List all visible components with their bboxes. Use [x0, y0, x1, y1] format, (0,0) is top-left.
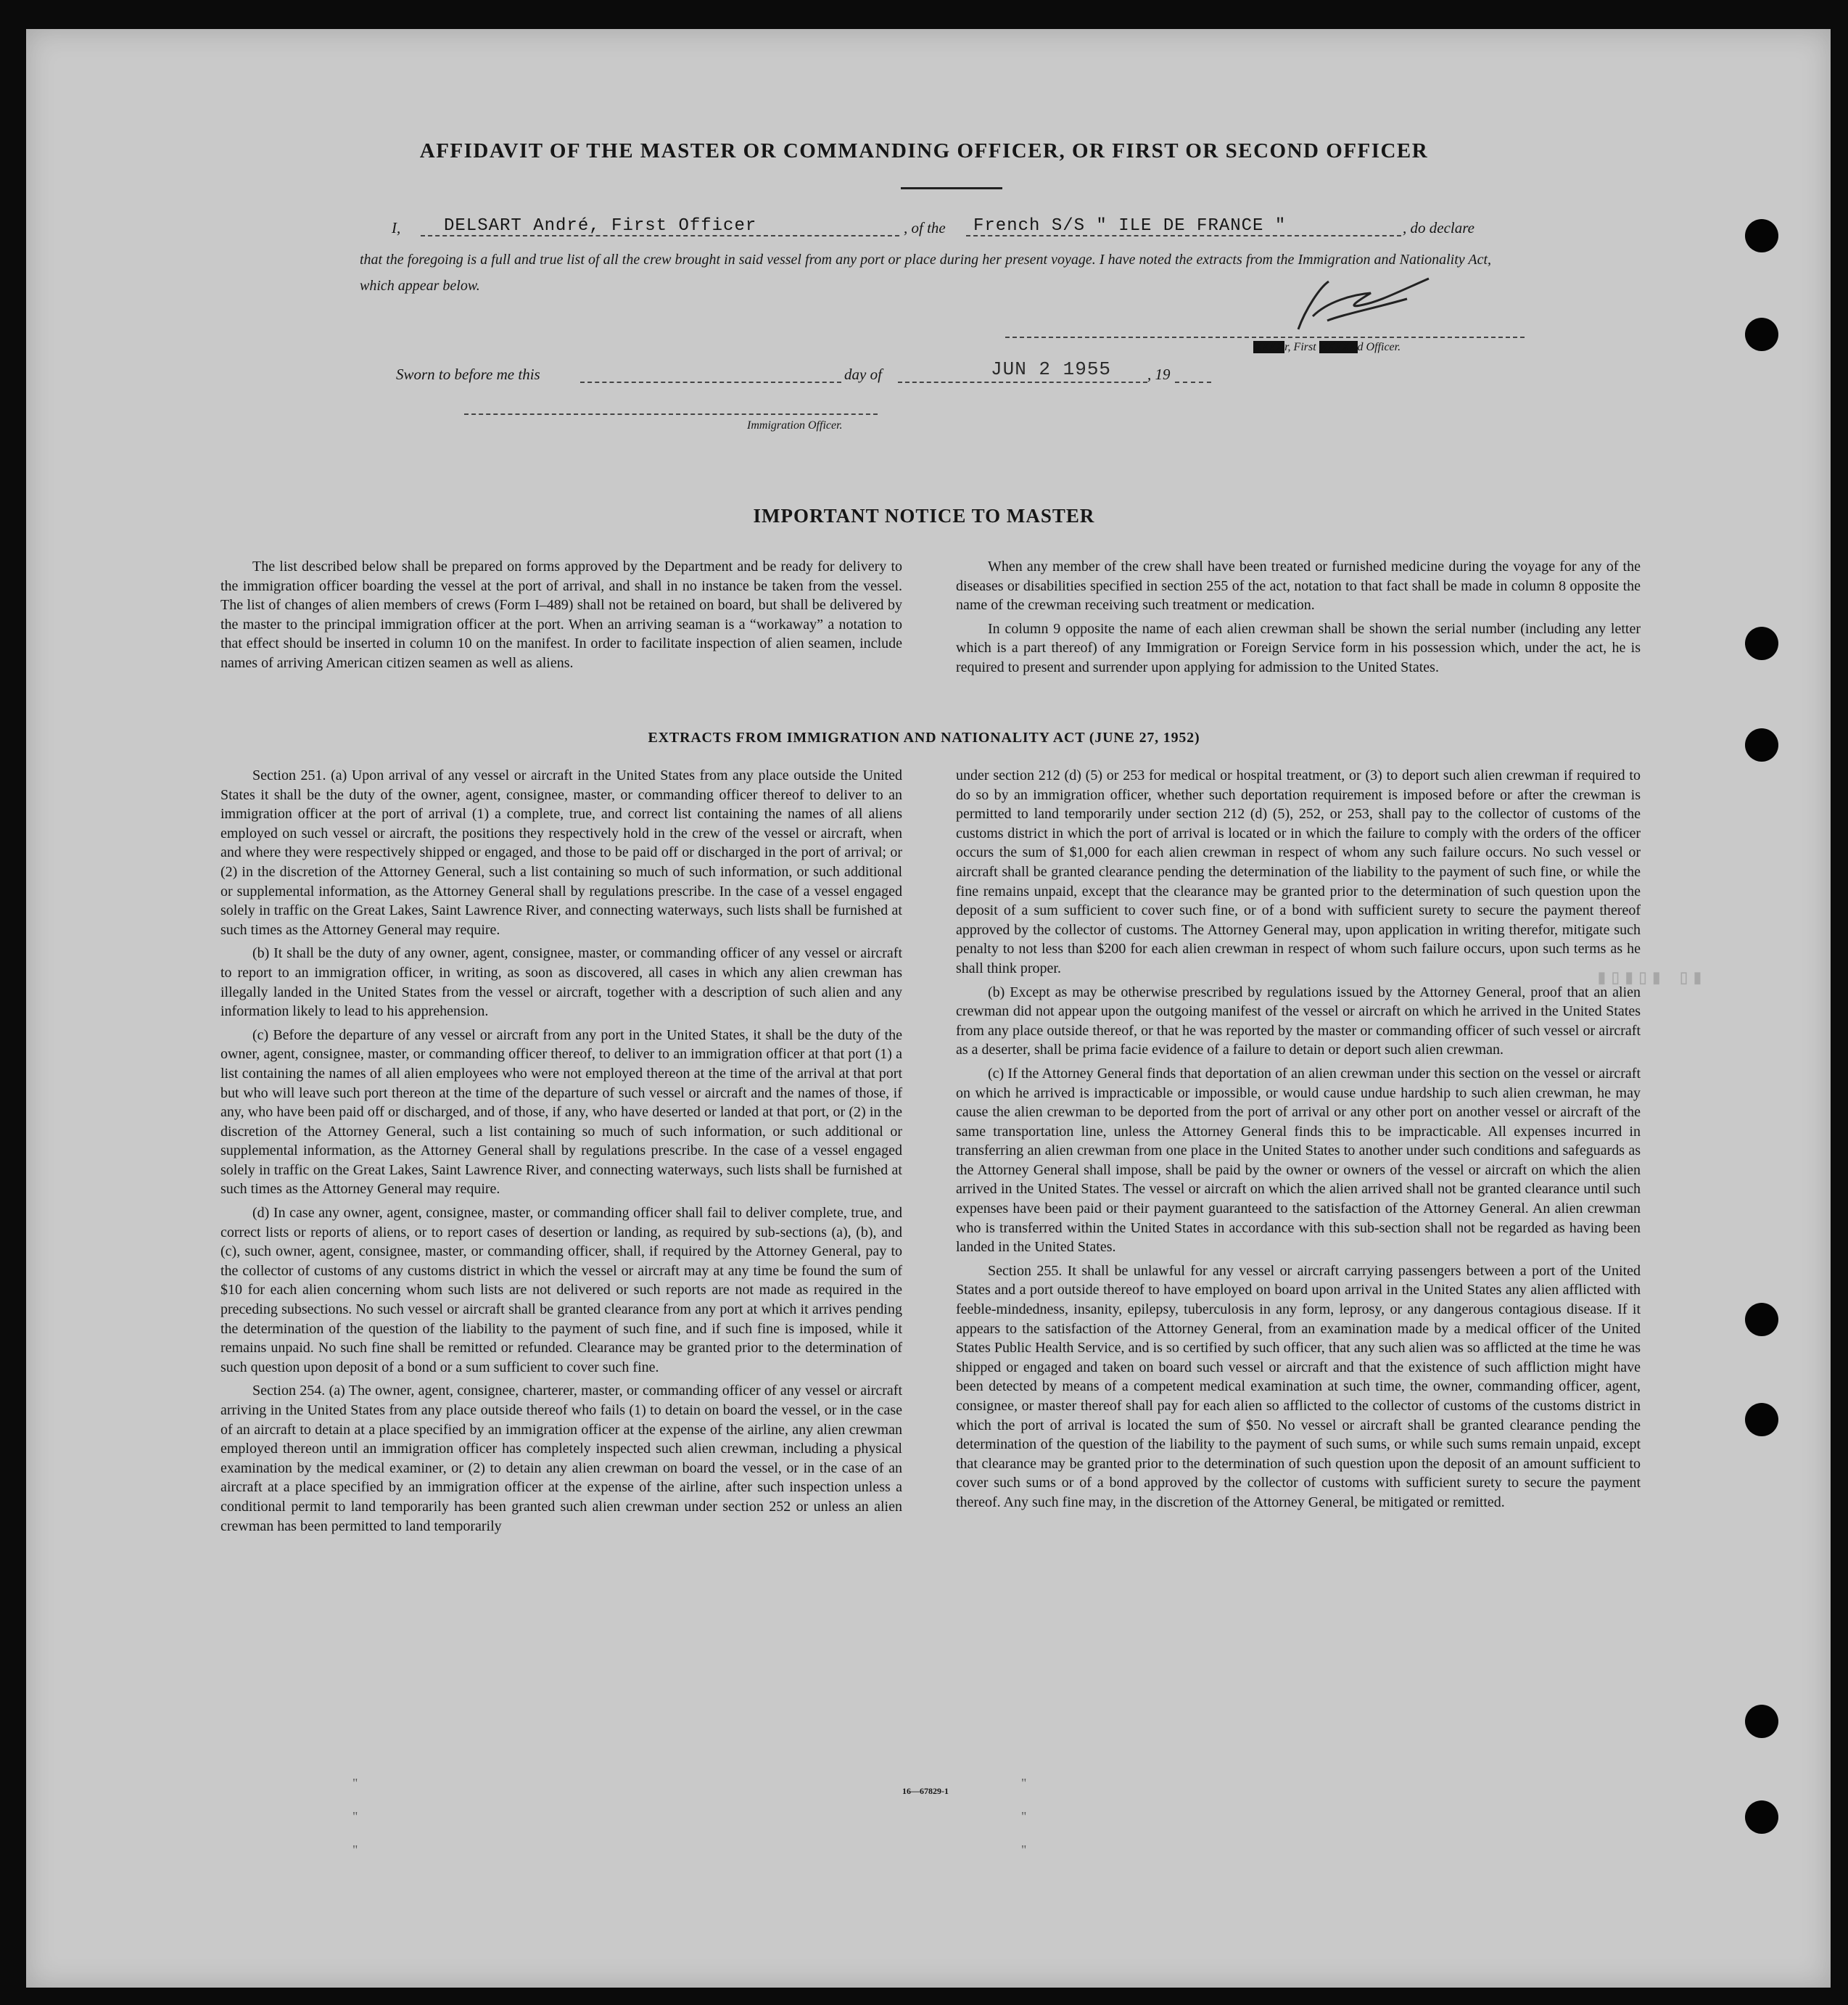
punch-hole: [1745, 1403, 1778, 1436]
punch-hole: [1745, 1800, 1778, 1834]
ditto-mark: ": [352, 1776, 358, 1790]
punch-hole: [1745, 219, 1778, 252]
section-254a: Section 254. (a) The owner, agent, consignee, charterer, master, or commanding officer of any vessel or aircraft arriving in the United States from any place outside thereof who fails (1) to detain on board the vessel, or in the case of an aircraft to detain at a place specified by an immigration officer at the expense of the airline, any alien crewman employed thereon until an immigration officer has completely inspected such alien crewman, including a physical examination by the medical examiner, or (2) to detain any alien crewman on board the vessel, or in the case of an aircraft at a place specified by an immigration officer at the expense of the airline, after such inspection unless a conditional permit to land temporarily has been granted such alien crewman under section 252 or unless an alien crewman has been permitted to land temporarily: [220, 1383, 902, 1534]
notice-paragraph: When any member of the crew shall have been treated or furnished medicine during the voyage for any of the diseases or disabilities specified in section 255 of the act, notation to that fact shall be made in column 8 opposite the name of the crewman receiving such treatment or medication.: [956, 559, 1641, 614]
extracts-title: EXTRACTS FROM IMMIGRATION AND NATIONALITY ACT (JUNE 27, 1952): [648, 730, 1200, 746]
immigration-officer-label: Immigration Officer.: [747, 419, 843, 432]
section-251d: (d) In case any owner, agent, consignee, master, or commanding officer shall fail to deliver complete, true, and correct lists or reports of aliens, or to report cases of desertion or landing, as required by sub-sections (a), (b), and (c), such owner, agent, consignee, master, or commanding officer, shall, if required by the Attorney General, pay to the collector of customs of any customs district in which the vessel or aircraft may at any time be found the sum of $10 for each alien concerning whom such lists are not delivered or such reports are not made as required in the preceding subsections. No such vessel or aircraft shall be granted clearance from any port at which it arrives pending the determination of the question of the liability to the payment of such fine, and if such fine is imposed, while it remains unpaid. No such fine shall be remitted or refunded. Clearance may be granted prior to the determination of such question upon deposit of a bond or a sum sufficient to cover such fine.: [220, 1205, 902, 1375]
date-stamp: JUN 2 1955: [991, 358, 1112, 380]
bleed-through-text: ▮▯▮▯▮ ▯▮: [1596, 968, 1705, 990]
vessel-filled: French S/S " ILE DE FRANCE ": [973, 216, 1287, 236]
declare-prefix: I,: [392, 219, 401, 236]
of-the-label: , of the: [904, 219, 946, 236]
sworn-day-blank: [580, 382, 841, 383]
declaration-line: [363, 216, 1494, 241]
ditto-mark: ": [1021, 1776, 1027, 1790]
punch-hole: [1745, 627, 1778, 660]
immigration-officer-line: [464, 413, 878, 415]
section-255: Section 255. It shall be unlawful for any vessel or aircraft carrying passengers between a port of the United States and a port outside thereof to have employed on board upon arrival in the United States any alien afflicted with feeble-mindedness, insanity, epilepsy, tuberculosis in any form, leprosy, or any dangerous contagious disease. If it appears to the satisfaction of the Attorney General, from an examination made by a medical officer of the United States Public Health Service, and is so certified by such officer, that any such alien was so afflicted at the time he was shipped or engaged and taken on board such vessel or aircraft and that the existence of such affliction might have been detected by means of a competent medical examination at such time, the owner, commanding officer, agent, consignee, or master thereof shall pay for each alien so afflicted to the collector of customs of the customs district in which the port of arrival is located the sum of $50. No vessel or aircraft shall be granted clearance pending the determination of the question of the liability to the payment of such sums, or while such sums remain unpaid, except that clearance may be granted prior to the determination of such question upon the deposit of an amount sufficient to cover such sums or of a bond approved by the collector of customs with sufficient surety to secure the payment thereof. Any such fine may, in the discretion of the Attorney General, be mitigated or remitted.: [956, 1262, 1641, 1510]
do-declare-label: , do declare: [1403, 219, 1474, 236]
sworn-line: [363, 358, 1494, 387]
signature-line: [1005, 337, 1525, 338]
ditto-mark: ": [352, 1809, 358, 1824]
redaction: XXXX: [1255, 341, 1284, 353]
punch-hole: [1745, 1705, 1778, 1738]
section-254b: (b) Except as may be otherwise prescribed by regulations issued by the Attorney General, proof that an alien crewman did not appear upon the outgoing manifest of the vessel or aircraft on which he arrived in the United States from any place outside thereof, or that he was reported by the master or commanding officer of such vessel or aircraft as a deserter, shall be prima facie evidence of a failure to detain or deport such alien crewman.: [956, 984, 1641, 1058]
punch-hole: [1745, 318, 1778, 351]
sworn-label: Sworn to before me this: [396, 366, 540, 383]
notice-paragraph: The list described below shall be prepared on forms approved by the Department and be ready for delivery to the immigration officer boarding the vessel at the port of arrival, and shall in no instance be taken from the vessel. The list of changes of alien members of crews (Form I–489) shall not be retained on board, but shall be delivered by the master to the principal immigration officer at the port. When an arriving seaman is a “workaway” a notation to that effect should be inserted in column 10 on the manifest. In order to facilitate inspection of alien seamen, include names of arriving American citizen seamen as well as aliens.: [220, 559, 902, 671]
ditto-mark: ": [1021, 1843, 1027, 1857]
year-prefix: , 19: [1147, 366, 1171, 383]
section-251c: (c) Before the departure of any vessel or aircraft from any port in the United States, it shall be the duty of the owner, agent, consignee, master, or commanding officer thereof, to deliver to an immigration officer at that port (1) a list containing the names of all alien employees who were not employed thereon at the time of the arrival at that port but who will leave such port thereon at the time of the departure of such vessel or aircraft and the names of those, if any, who have been paid off or discharged, and of those, if any, who have deserted or landed at that port, or (2) in the discretion of the Attorney General, such a list containing so much of such information, or such additional or supplemental information, as the Attorney General shall by regulations prescribe. In the case of a vessel engaged solely in traffic on the Great Lakes, Saint Lawrence River, and connecting waterways, such lists shall be furnished at such times as the Attorney General may require.: [220, 1026, 902, 1198]
declaration-body: that the foregoing is a full and true list of all the crew brought in said vessel from any port or place during her present voyage. I have noted the extracts from the Immigration and Nationality Act, which appear below.: [360, 252, 1491, 294]
ditto-mark: ": [352, 1843, 358, 1857]
sworn-month-blank: [898, 382, 1147, 383]
officer-signature: [1284, 273, 1451, 338]
title-divider: [901, 187, 1002, 189]
section-254a-continued: under section 212 (d) (5) or 253 for medical or hospital treatment, or (3) to deport such alien crewman if required to do so by an immigration officer, whether such deportation requirement is imposed before or after the crewman is permitted to land temporarily under section 212 (d) (5), 252, or 253, shall pay to the collector of customs of the customs district in which the port of arrival is located or in which the failure to comply with the orders of the officer occurs the sum of $1,000 for each alien crewman in respect of whom any such failure occurs. No such vessel or aircraft shall be granted clearance pending the determination of the liability to the payment of such fine, or while the fine remains unpaid, except that the clearance may be granted prior to the determination of such question upon the deposit of a sum sufficient to cover such fine, or of a bond with sufficient surety to secure the payment thereof approved by the collector of customs. The Attorney General may, upon application in writing therefor, mitigate such penalty to not less than $200 for each alien crewman in respect of whom such failure occurs, upon such terms as he shall think proper.: [956, 767, 1641, 976]
name-filled: DELSART André, First Officer: [444, 216, 757, 236]
section-251b: (b) It shall be the duty of any owner, agent, consignee, master, or commanding officer of any vessel or aircraft to report to an immigration officer, in writing, as soon as discovered, all cases in which any alien crewman has illegally landed in the United States from the vessel or aircraft, together with a description of such alien and any information likely to lead to his apprehension.: [220, 945, 902, 1020]
section-254c: (c) If the Attorney General finds that deportation of an alien crewman under this section on the vessel or aircraft on which he arrived is impracticable or impossible, or would cause undue hardship to such alien crewman, he may cause the alien crewman to be deported from the port of arrival or any other port on another vessel or aircraft of the same transportation line, unless the Attorney General finds this to be impracticable. All expenses incurred in transferring an alien crewman from one place in the United States to another under such conditions and safeguards as the Attorney General shall impose, shall be paid by the owner or owners of the vessel or aircraft on which the alien arrived in the United States. The vessel or aircraft on which the alien arrived shall not be granted clearance until such expenses have been paid or their payment guaranteed to the satisfaction of the Attorney General. An alien crewman who is transferred within the United States in accordance with this sub-section shall not be regarded as having been landed in the United States.: [956, 1065, 1641, 1256]
punch-hole: [1745, 1303, 1778, 1336]
year-blank: [1175, 382, 1211, 383]
extracts-right-column: [956, 766, 1641, 1517]
notice-paragraph: In column 9 opposite the name of each alien crewman shall be shown the serial number (including any letter which is a part thereof) of any Immigration or Foreign Service form in his possession which, under the act, he is required to present and surrender upon applying for admission to the United States.: [956, 620, 1641, 675]
notice-title: IMPORTANT NOTICE TO MASTER: [753, 505, 1095, 527]
day-of-label: day of: [844, 366, 882, 383]
redaction: XXXXX: [1320, 341, 1356, 353]
section-251a: Section 251. (a) Upon arrival of any vessel or aircraft in the United States from any place outside the United States it shall be the duty of the owner, agent, consignee, master, or commanding officer thereof to deliver to an immigration officer at the port of arrival (1) a complete, true, and correct list containing the names of all aliens employed on such vessel or aircraft, the positions they respectively hold in the crew of the vessel or aircraft, when and where they were respectively shipped or engaged, and those to be paid off or discharged in the port of arrival; or (2) in the discretion of the Attorney General, such a list containing so much of such information, or such additional or supplemental information, as the Attorney General shall by regulations prescribe. In the case of a vessel engaged solely in traffic on the Great Lakes, Saint Lawrence River, and connecting waterways, such lists shall be furnished at such times as the Attorney General may require.: [220, 767, 902, 938]
affidavit-title: AFFIDAVIT OF THE MASTER OR COMMANDING OFFICER, OR FIRST OR SECOND OFFICER: [419, 139, 1429, 162]
ditto-mark: ": [1021, 1809, 1027, 1824]
notice-right-column: [956, 557, 1641, 682]
extracts-left-column: [220, 766, 902, 1540]
officer-title-label: XXXX r, First XXXXX d Officer.: [1255, 341, 1401, 353]
form-code: 16—67829-1: [902, 1786, 949, 1796]
notice-left-column: [220, 557, 902, 678]
